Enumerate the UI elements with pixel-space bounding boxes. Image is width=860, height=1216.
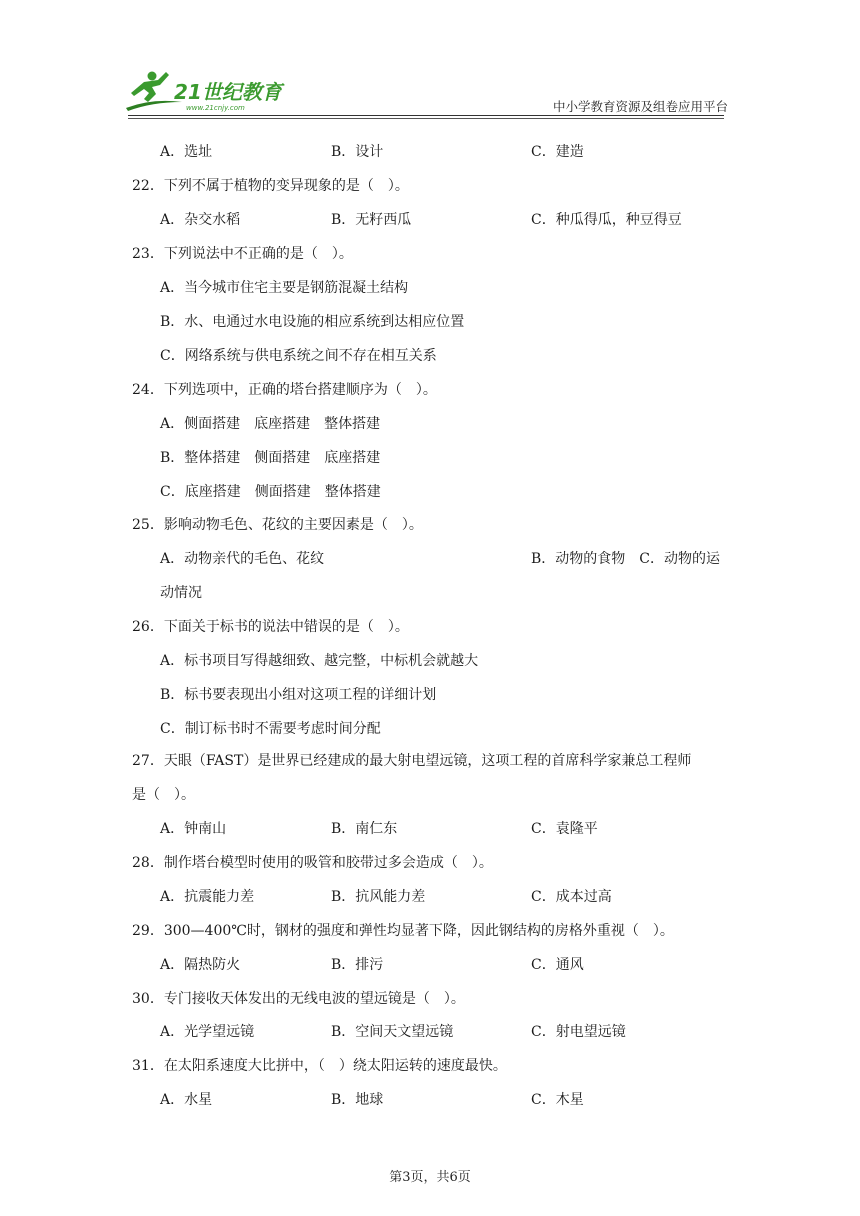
q26-option-b: B．标书要表现出小组对这项工程的详细计划 [160,687,437,703]
q25-option-c-continued: 动情况 [160,585,202,601]
platform-title: 中小学教育资源及组卷应用平台 [552,99,728,114]
header-rule-thin [128,118,724,119]
q30-option-a: A．光学望远镜 [160,1024,255,1040]
q31-option-b: B．地球 [331,1092,384,1108]
q28-option-b: B．抗风能力差 [331,889,426,905]
q29-stem: 29．300—400℃时，钢材的强度和弹性均显著下降，因此钢结构的房格外重视（ ）。 [132,923,674,939]
logo-text: 21世纪教育 [174,80,282,104]
q27-option-b: B．南仁东 [331,821,398,837]
q25-stem: 25．影响动物毛色、花纹的主要因素是（ ）。 [132,517,423,533]
page-number: 第3页，共6页 [389,1170,471,1185]
q27-stem-continued: 是（ ）。 [132,787,195,803]
q25-option-a: A．动物亲代的毛色、花纹 [160,551,325,567]
q22-option-b: B．无籽西瓜 [331,212,412,228]
q29-option-a: A．隔热防火 [160,957,241,973]
header-rule [128,115,724,116]
q30-stem: 30．专门接收天体发出的无线电波的望远镜是（ ）。 [132,991,465,1007]
q28-stem: 28．制作塔台模型时使用的吸管和胶带过多会造成（ ）。 [132,855,493,871]
q31-option-a: A．水星 [160,1092,213,1108]
q22-stem: 22．下列不属于植物的变异现象的是（ ）。 [132,178,409,194]
q31-option-c: C．木星 [531,1092,584,1108]
q28-option-c: C．成本过高 [531,889,612,905]
q24-option-b: B．整体搭建 侧面搭建 底座搭建 [160,450,381,466]
q27-option-a: A．钟南山 [160,821,227,837]
q27-stem: 27．天眼（FAST）是世界已经建成的最大射电望远镜，这项工程的首席科学家兼总工程师 [132,753,692,769]
q22-option-a: A．杂交水稻 [160,212,241,228]
q23-stem: 23．下列说法中不正确的是（ ）。 [132,246,353,262]
q21-option-a: A．选址 [160,144,213,160]
logo [122,68,292,114]
q25-option-bc: B．动物的食物 C．动物的运 [531,551,720,567]
q23-option-a: A．当今城市住宅主要是钢筋混凝土结构 [160,280,409,296]
page-header [0,0,860,120]
q24-option-c: C．底座搭建 侧面搭建 整体搭建 [160,484,381,500]
q26-option-c: C．制订标书时不需要考虑时间分配 [160,721,381,737]
q23-option-c: C．网络系统与供电系统之间不存在相互关系 [160,348,437,364]
q30-option-b: B．空间天文望远镜 [331,1024,454,1040]
q29-option-c: C．通风 [531,957,584,973]
q21-option-c: C．建造 [531,144,584,160]
q27-option-c: C．袁隆平 [531,821,598,837]
q24-option-a: A．侧面搭建 底座搭建 整体搭建 [160,416,381,432]
q23-option-b: B．水、电通过水电设施的相应系统到达相应位置 [160,314,465,330]
q24-stem: 24．下列选项中，正确的塔台搭建顺序为（ ）。 [132,382,437,398]
q30-option-c: C．射电望远镜 [531,1024,626,1040]
logo-url: www.21cnjy.com [186,104,245,112]
q26-stem: 26．下面关于标书的说法中错误的是（ ）。 [132,619,409,635]
q22-option-c: C．种瓜得瓜，种豆得豆 [531,212,682,228]
q29-option-b: B．排污 [331,957,384,973]
q21-option-b: B．设计 [331,144,384,160]
q28-option-a: A．抗震能力差 [160,889,255,905]
q26-option-a: A．标书项目写得越细致、越完整，中标机会就越大 [160,653,479,669]
q31-stem: 31．在太阳系速度大比拼中，（ ）绕太阳运转的速度最快。 [132,1058,507,1074]
